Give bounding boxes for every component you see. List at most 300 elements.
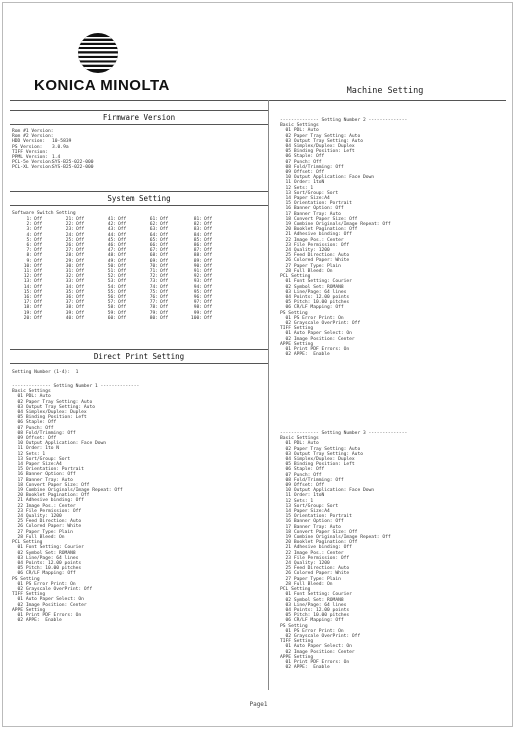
setting-line: TIFF Setting — [280, 639, 314, 645]
setting-line: 23 File Permission: Off — [280, 555, 350, 561]
firmware-label: PCL-5e Version: — [12, 160, 54, 166]
switch-number: 61: — [149, 217, 158, 222]
switch-number: 9: — [26, 258, 32, 264]
switch-number: 70: — [149, 263, 158, 269]
switch-value: Off — [160, 258, 169, 264]
switch-value: Off — [76, 227, 85, 233]
switch-number: 67: — [149, 248, 158, 254]
setting-line: 01 Font Setting: Courier — [280, 592, 352, 598]
switch-number: 95: — [193, 289, 202, 295]
switch-value: Off — [204, 232, 213, 238]
switch-value: Off — [204, 295, 213, 301]
setting-line: 01 Print PDF Errors: On — [280, 346, 350, 352]
switch-value: Off — [160, 263, 169, 269]
switch-value: Off — [76, 263, 85, 269]
switch-number: 82: — [193, 222, 202, 228]
switch-value: Off — [160, 248, 169, 254]
setting-line: 22 Image Pos.: Center — [280, 550, 344, 556]
setting-line: 01 Print PDF Errors: On — [280, 659, 350, 665]
switch-number: 63: — [149, 227, 158, 233]
switch-value: Off — [160, 269, 169, 275]
setting-line: 05 Binding Position: Left — [280, 149, 355, 155]
switch-value: Off — [118, 274, 127, 280]
setting-line: 02 Symbol Set: ROMAN8 — [12, 550, 76, 556]
switch-value: Off — [76, 243, 85, 249]
setting-line: 17 Banner Tray: Auto — [280, 211, 341, 217]
switch-number: 81: — [193, 217, 202, 222]
setting-line: 06 CR/LF Mapping: Off — [12, 571, 76, 577]
switch-number: 77: — [149, 300, 158, 306]
switch-number: 55: — [107, 289, 116, 295]
switch-number: 62: — [149, 222, 158, 228]
switch-value: Off — [160, 217, 169, 222]
switch-value: Off — [76, 248, 85, 254]
switch-number: 11: — [23, 269, 32, 275]
setting-line: 03 Output Tray Setting: Auto — [280, 138, 363, 144]
setting-line: 24 Quality: 1200 — [280, 561, 330, 567]
setting-line: 06 Staple: Off — [12, 420, 57, 426]
setting-line: 06 Staple: Off — [280, 154, 325, 160]
switch-number: 99: — [193, 310, 202, 316]
page-title: Machine Setting — [346, 86, 424, 96]
switch-value: Off — [160, 284, 169, 290]
setting-line: 02 APPE: Enable — [12, 618, 62, 624]
switch-value: Off — [160, 253, 169, 259]
setting-line: 16 Banner Option: Off — [280, 206, 344, 212]
switch-value: Off — [34, 263, 43, 269]
switch-value: Off — [204, 310, 213, 316]
setting-line: 02 Symbol Set: ROMAN8 — [280, 597, 344, 603]
setting-line: 25 Feed Direction: Auto — [12, 519, 82, 525]
switch-number: 92: — [193, 274, 202, 280]
setting-line: 15 Orientation: Portrait — [12, 467, 84, 473]
switch-value: Off — [160, 232, 169, 238]
setting-line: 08 Fold/Trimming: Off — [12, 430, 76, 436]
setting-line: -------------- Setting Number 2 -------------- — [280, 118, 408, 123]
switch-number: 48: — [107, 253, 116, 259]
switch-value: Off — [118, 222, 127, 228]
switch-number: 90: — [193, 263, 202, 269]
divider — [268, 100, 506, 101]
switch-value: Off — [76, 232, 85, 238]
setting-line: 02 Image Position: Center — [12, 602, 87, 608]
switch-value: Off — [118, 243, 127, 249]
switch-value: Off — [34, 279, 43, 285]
setting-line: 12 Sets: 1 — [12, 451, 46, 457]
switch-value: Off — [118, 217, 127, 222]
setting-line: 18 Convert Paper Size: Off — [12, 482, 90, 488]
switch-number: 37: — [65, 300, 74, 306]
switch-number: 73: — [149, 279, 158, 285]
switch-value: Off — [204, 248, 213, 254]
setting-line: 06 CR/LF Mapping: Off — [280, 305, 344, 311]
firmware-label: PCL-XL Version: — [12, 165, 54, 171]
setting-line: 22 Image Pos.: Center — [280, 237, 344, 243]
setting-line: 25 Feed Direction: Auto — [280, 566, 350, 572]
switch-value: Off — [76, 222, 85, 228]
setting-line: APPE Setting — [280, 654, 314, 660]
switch-number: 83: — [193, 227, 202, 233]
switch-number: 51: — [107, 269, 116, 275]
setting-line: 23 File Permission: Off — [280, 242, 350, 248]
setting-line: 28 Full Bleed: On — [12, 534, 65, 540]
setting-line: 10 Output Application: Face Down — [12, 441, 107, 447]
switch-value: Off — [76, 253, 85, 259]
switch-number: 3: — [26, 227, 32, 233]
setting-line: Basic Settings — [280, 123, 319, 129]
switch-value: Off — [34, 217, 43, 222]
switch-number: 93: — [193, 279, 202, 285]
switch-value: Off — [160, 222, 169, 228]
setting-line: 04 Simplex/Duplex: Duplex — [280, 457, 355, 463]
setting-line: 05 Pitch: 10.00 pitches — [12, 566, 82, 572]
switch-number: 53: — [107, 279, 116, 285]
setting-line: 19 Combine Originals/Image Repeat: Off — [280, 535, 391, 541]
switch-value: Off — [118, 289, 127, 295]
setting-line: 11 Order: 1toN — [280, 493, 325, 499]
switch-value: Off — [34, 295, 43, 301]
setting-line: 04 Simplex/Duplex: Duplex — [280, 144, 355, 150]
switch-number: 59: — [107, 310, 116, 316]
switch-number: 10: — [23, 263, 32, 269]
setting-line: 16 Banner Option: Off — [280, 519, 344, 525]
globe-icon — [77, 32, 119, 74]
switch-value: Off — [34, 274, 43, 280]
firmware-label: Rom #1 Version: — [12, 129, 54, 134]
setting-line: PCL Setting — [12, 540, 43, 546]
switch-number: 79: — [149, 310, 158, 316]
setting-line: 03 Line/Page: 64 lines — [12, 555, 79, 561]
software-switch-subtitle: Software Switch Setting — [12, 211, 76, 216]
setting-line: 02 Grayscale OverPrint: Off — [280, 633, 361, 639]
setting-line: 12 Sets: 1 — [280, 498, 314, 504]
switch-value: Off — [76, 300, 85, 306]
switch-number: 1: — [26, 217, 32, 222]
switch-number: 87: — [193, 248, 202, 254]
setting-line: 05 Pitch: 10.00 pitches — [280, 613, 350, 619]
setting-line: 14 Paper Size:A4 — [280, 509, 330, 515]
setting-line: 20 Booklet Pagination: Off — [12, 493, 90, 499]
setting-line: 17 Banner Tray: Auto — [12, 477, 73, 483]
setting-line: 08 Fold/Trimming: Off — [280, 477, 344, 483]
divider — [10, 100, 268, 101]
firmware-row — [12, 165, 94, 170]
setting-line: 02 Paper Tray Setting: Auto — [12, 399, 93, 405]
switch-value: Off — [118, 232, 127, 238]
setting-line: 03 Line/Page: 64 lines — [280, 602, 347, 608]
switch-value: Off — [34, 269, 43, 275]
switch-number: 85: — [193, 237, 202, 243]
brand-logo — [34, 32, 170, 94]
setting-line: 27 Paper Type: Plain — [280, 263, 341, 269]
switch-number: 33: — [65, 279, 74, 285]
setting-line: 08 Fold/Trimming: Off — [280, 164, 344, 170]
setting-line: 25 Feed Direction: Auto — [280, 253, 350, 259]
setting-number: Setting Number (1-4): 1 — [12, 370, 79, 375]
switch-value: Off — [118, 263, 127, 269]
switch-value: Off — [118, 237, 127, 243]
setting-line: PS Setting — [280, 623, 308, 629]
switch-number: 60: — [107, 315, 116, 321]
switch-number: 29: — [65, 258, 74, 264]
switch-value: Off — [118, 253, 127, 259]
setting-line: 28 Full Bleed: On — [280, 581, 333, 587]
switch-value: Off — [204, 269, 213, 275]
switch-value: Off — [118, 227, 127, 233]
setting-line: 03 Output Tray Setting: Auto — [280, 451, 363, 457]
switch-number: 76: — [149, 295, 158, 301]
setting-line: 05 Pitch: 10.00 pitches — [280, 300, 350, 306]
switch-value: Off — [160, 289, 169, 295]
switch-number: 21: — [65, 217, 74, 222]
setting-line: 19 Combine Originals/Image Repeat: Off — [280, 222, 391, 228]
setting-line: 26 Colored Paper: White — [280, 571, 350, 577]
switch-number: 50: — [107, 263, 116, 269]
switch-number: 68: — [149, 253, 158, 259]
setting-line: 02 APPE: Enable — [280, 665, 330, 671]
switch-number: 8: — [26, 253, 32, 259]
switch-number: 54: — [107, 284, 116, 290]
setting-number-2-list — [280, 118, 407, 357]
switch-value: Off — [76, 217, 85, 222]
switch-number: 56: — [107, 295, 116, 301]
firmware-value: 1.4 — [52, 155, 61, 161]
switch-value: Off — [160, 227, 169, 233]
switch-value: Off — [76, 315, 85, 321]
switch-number: 7: — [26, 248, 32, 254]
switch-value: Off — [34, 284, 43, 290]
switch-value: Off — [204, 315, 213, 321]
setting-line: 06 Staple: Off — [280, 467, 325, 473]
firmware-label: HDD Version: — [12, 139, 46, 145]
switch-value: Off — [204, 279, 213, 285]
switch-number: 42: — [107, 222, 116, 228]
switch-value: Off — [118, 284, 127, 290]
switch-number: 88: — [193, 253, 202, 259]
switch-value: Off — [204, 305, 213, 311]
switch-number: 14: — [23, 284, 32, 290]
setting-line: 09 Offset: Off — [12, 436, 57, 442]
setting-line: 02 Grayscale OverPrint: Off — [280, 320, 361, 326]
setting-line: 18 Convert Paper Size: Off — [280, 529, 358, 535]
setting-line: 01 Font Setting: Courier — [12, 545, 84, 551]
setting-line: 04 Points: 12.00 points — [280, 294, 350, 300]
switch-number: 84: — [193, 232, 202, 238]
setting-number-1-list — [12, 384, 139, 623]
setting-line: 20 Booklet Pagination: Off — [280, 227, 358, 233]
switch-number: 47: — [107, 248, 116, 254]
switch-value: Off — [204, 263, 213, 269]
switch-number: 13: — [23, 279, 32, 285]
switch-value: Off — [34, 253, 43, 259]
switch-value: Off — [34, 310, 43, 316]
switch-number: 100: — [190, 315, 202, 321]
setting-line: PS Setting — [280, 310, 308, 316]
setting-line: 01 PDL: Auto — [280, 128, 319, 134]
switch-number: 52: — [107, 274, 116, 280]
switch-value: Off — [76, 269, 85, 275]
setting-line: 09 Offset: Off — [280, 483, 325, 489]
switch-number: 78: — [149, 305, 158, 311]
switch-value: Off — [118, 269, 127, 275]
switch-number: 23: — [65, 227, 74, 233]
switch-number: 31: — [65, 269, 74, 275]
switch-number: 12: — [23, 274, 32, 280]
switch-number: 43: — [107, 227, 116, 233]
setting-line: Basic Settings — [280, 436, 319, 442]
switch-value: Off — [118, 310, 127, 316]
switch-number: 39: — [65, 310, 74, 316]
switch-number: 34: — [65, 284, 74, 290]
switch-value: Off — [204, 222, 213, 228]
software-switch-table — [10, 217, 222, 321]
setting-line: 01 PS Error Print: On — [280, 628, 344, 634]
setting-line: 24 Quality: 1200 — [12, 514, 62, 520]
switch-value: Off — [34, 315, 43, 321]
setting-line: 26 Colored Paper: White — [12, 524, 82, 530]
switch-value: Off — [160, 279, 169, 285]
setting-line: PS Setting — [12, 576, 40, 582]
switch-value: Off — [204, 284, 213, 290]
setting-line: 02 Paper Tray Setting: Auto — [280, 446, 361, 452]
setting-line: Basic Settings — [12, 389, 51, 395]
switch-number: 44: — [107, 232, 116, 238]
setting-line: -------------- Setting Number 3 -------------- — [280, 431, 408, 436]
setting-line: 02 Grayscale OverPrint: Off — [12, 586, 93, 592]
switch-value: Off — [204, 258, 213, 264]
setting-line: 13 Sort/Group: Sort — [12, 456, 71, 462]
setting-line: 27 Paper Type: Plain — [280, 576, 341, 582]
setting-line: 13 Sort/Group: Sort — [280, 503, 339, 509]
system-section-header: System Setting — [10, 191, 268, 206]
switch-number: 72: — [149, 274, 158, 280]
setting-line: 02 Image Position: Center — [280, 649, 355, 655]
switch-number: 45: — [107, 237, 116, 243]
switch-value: Off — [204, 227, 213, 233]
switch-number: 36: — [65, 295, 74, 301]
setting-line: 01 Auto Paper Select: On — [12, 597, 84, 603]
switch-value: Off — [160, 243, 169, 249]
firmware-label: PS Version: — [12, 144, 43, 150]
setting-line: 21 Adhesive binding: Off — [280, 545, 352, 551]
switch-number: 96: — [193, 295, 202, 301]
setting-line: 16 Banner Option: Off — [12, 472, 76, 478]
setting-line: 19 Combine Originals/Image Repeat: Off — [12, 488, 123, 494]
firmware-list — [12, 129, 94, 171]
setting-line: 15 Orientation: Portrait — [280, 201, 352, 207]
switch-number: 75: — [149, 289, 158, 295]
setting-line: 02 Symbol Set: ROMAN8 — [280, 284, 344, 290]
switch-number: 38: — [65, 305, 74, 311]
switch-value: Off — [118, 295, 127, 301]
switch-number: 28: — [65, 253, 74, 259]
switch-number: 49: — [107, 258, 116, 264]
firmware-value: SYS-B25-022-000 — [52, 160, 94, 166]
setting-line: 18 Convert Paper Size: Off — [280, 216, 358, 222]
switch-value: Off — [76, 310, 85, 316]
switch-value: Off — [204, 300, 213, 306]
brand-name: KONICA MINOLTA — [34, 77, 170, 94]
switch-value: Off — [76, 237, 85, 243]
switch-number: 41: — [107, 217, 116, 222]
setting-number-3-list — [280, 431, 407, 670]
switch-number: 69: — [149, 258, 158, 264]
setting-line: 20 Booklet Pagination: Off — [280, 540, 358, 546]
setting-line: -------------- Setting Number 1 -------------- — [12, 384, 140, 389]
setting-line: 01 Print PDF Errors: On — [12, 612, 82, 618]
firmware-section-header: Firmware Version — [10, 110, 268, 125]
switch-number: 91: — [193, 269, 202, 275]
setting-line: 02 Image Position: Center — [280, 336, 355, 342]
switch-number: 32: — [65, 274, 74, 280]
setting-line: 15 Orientation: Portrait — [280, 514, 352, 520]
setting-line: TIFF Setting — [12, 592, 46, 598]
setting-line: 10 Output Application: Face Down — [280, 488, 375, 494]
setting-line: 01 Auto Paper Select: On — [280, 331, 352, 337]
setting-line: APPE Setting — [280, 341, 314, 347]
switch-value: Off — [160, 295, 169, 301]
switch-value: Off — [34, 258, 43, 264]
firmware-label: Rom #2 Version: — [12, 134, 54, 140]
setting-line: 07 Punch: Off — [280, 159, 322, 165]
setting-line: 14 Paper Size:A4 — [12, 462, 62, 468]
setting-line: 24 Quality: 1200 — [280, 248, 330, 254]
setting-line: 21 Adhesive binding: Off — [280, 232, 352, 238]
setting-line: 23 File Permission: Off — [12, 508, 82, 514]
setting-line: 09 Offset: Off — [280, 170, 325, 176]
setting-line: 01 PS Error Print: On — [280, 315, 344, 321]
switch-number: 22: — [65, 222, 74, 228]
switch-number: 94: — [193, 284, 202, 290]
switch-value: Off — [34, 305, 43, 311]
setting-line: 22 Image Pos.: Center — [12, 503, 76, 509]
switch-number: 66: — [149, 243, 158, 249]
firmware-value: 10-5839 — [52, 139, 72, 145]
switch-number: 40: — [65, 315, 74, 321]
switch-number: 80: — [149, 315, 158, 321]
switch-value: Off — [34, 289, 43, 295]
switch-number: 17: — [23, 300, 32, 306]
switch-number: 65: — [149, 237, 158, 243]
switch-value: Off — [76, 305, 85, 311]
setting-line: 04 Points: 12.00 points — [280, 607, 350, 613]
switch-number: 89: — [193, 258, 202, 264]
switch-number: 35: — [65, 289, 74, 295]
setting-line: APPE Setting — [12, 607, 46, 613]
setting-line: 21 Adhesive binding: Off — [12, 498, 84, 504]
switch-number: 64: — [149, 232, 158, 238]
firmware-value: SYS-B25-022-000 — [52, 165, 94, 171]
switch-value: Off — [204, 217, 213, 222]
switch-value: Off — [160, 315, 169, 321]
switch-value: Off — [118, 258, 127, 264]
switch-number: 2: — [26, 222, 32, 228]
switch-value: Off — [34, 248, 43, 254]
setting-line: 01 PS Error Print: On — [12, 581, 76, 587]
switch-value: Off — [160, 310, 169, 316]
switch-value: Off — [204, 289, 213, 295]
setting-line: 06 CR/LF Mapping: Off — [280, 618, 344, 624]
setting-line: 07 Punch: Off — [12, 425, 54, 431]
switch-number: 24: — [65, 232, 74, 238]
setting-line: 01 Font Setting: Courier — [280, 279, 352, 285]
switch-number: 86: — [193, 243, 202, 249]
setting-line: TIFF Setting — [280, 326, 314, 332]
switch-number: 20: — [23, 315, 32, 321]
switch-value: Off — [34, 237, 43, 243]
setting-line: 26 Colored Paper: White — [280, 258, 350, 264]
firmware-label: PPML Version: — [12, 155, 48, 161]
